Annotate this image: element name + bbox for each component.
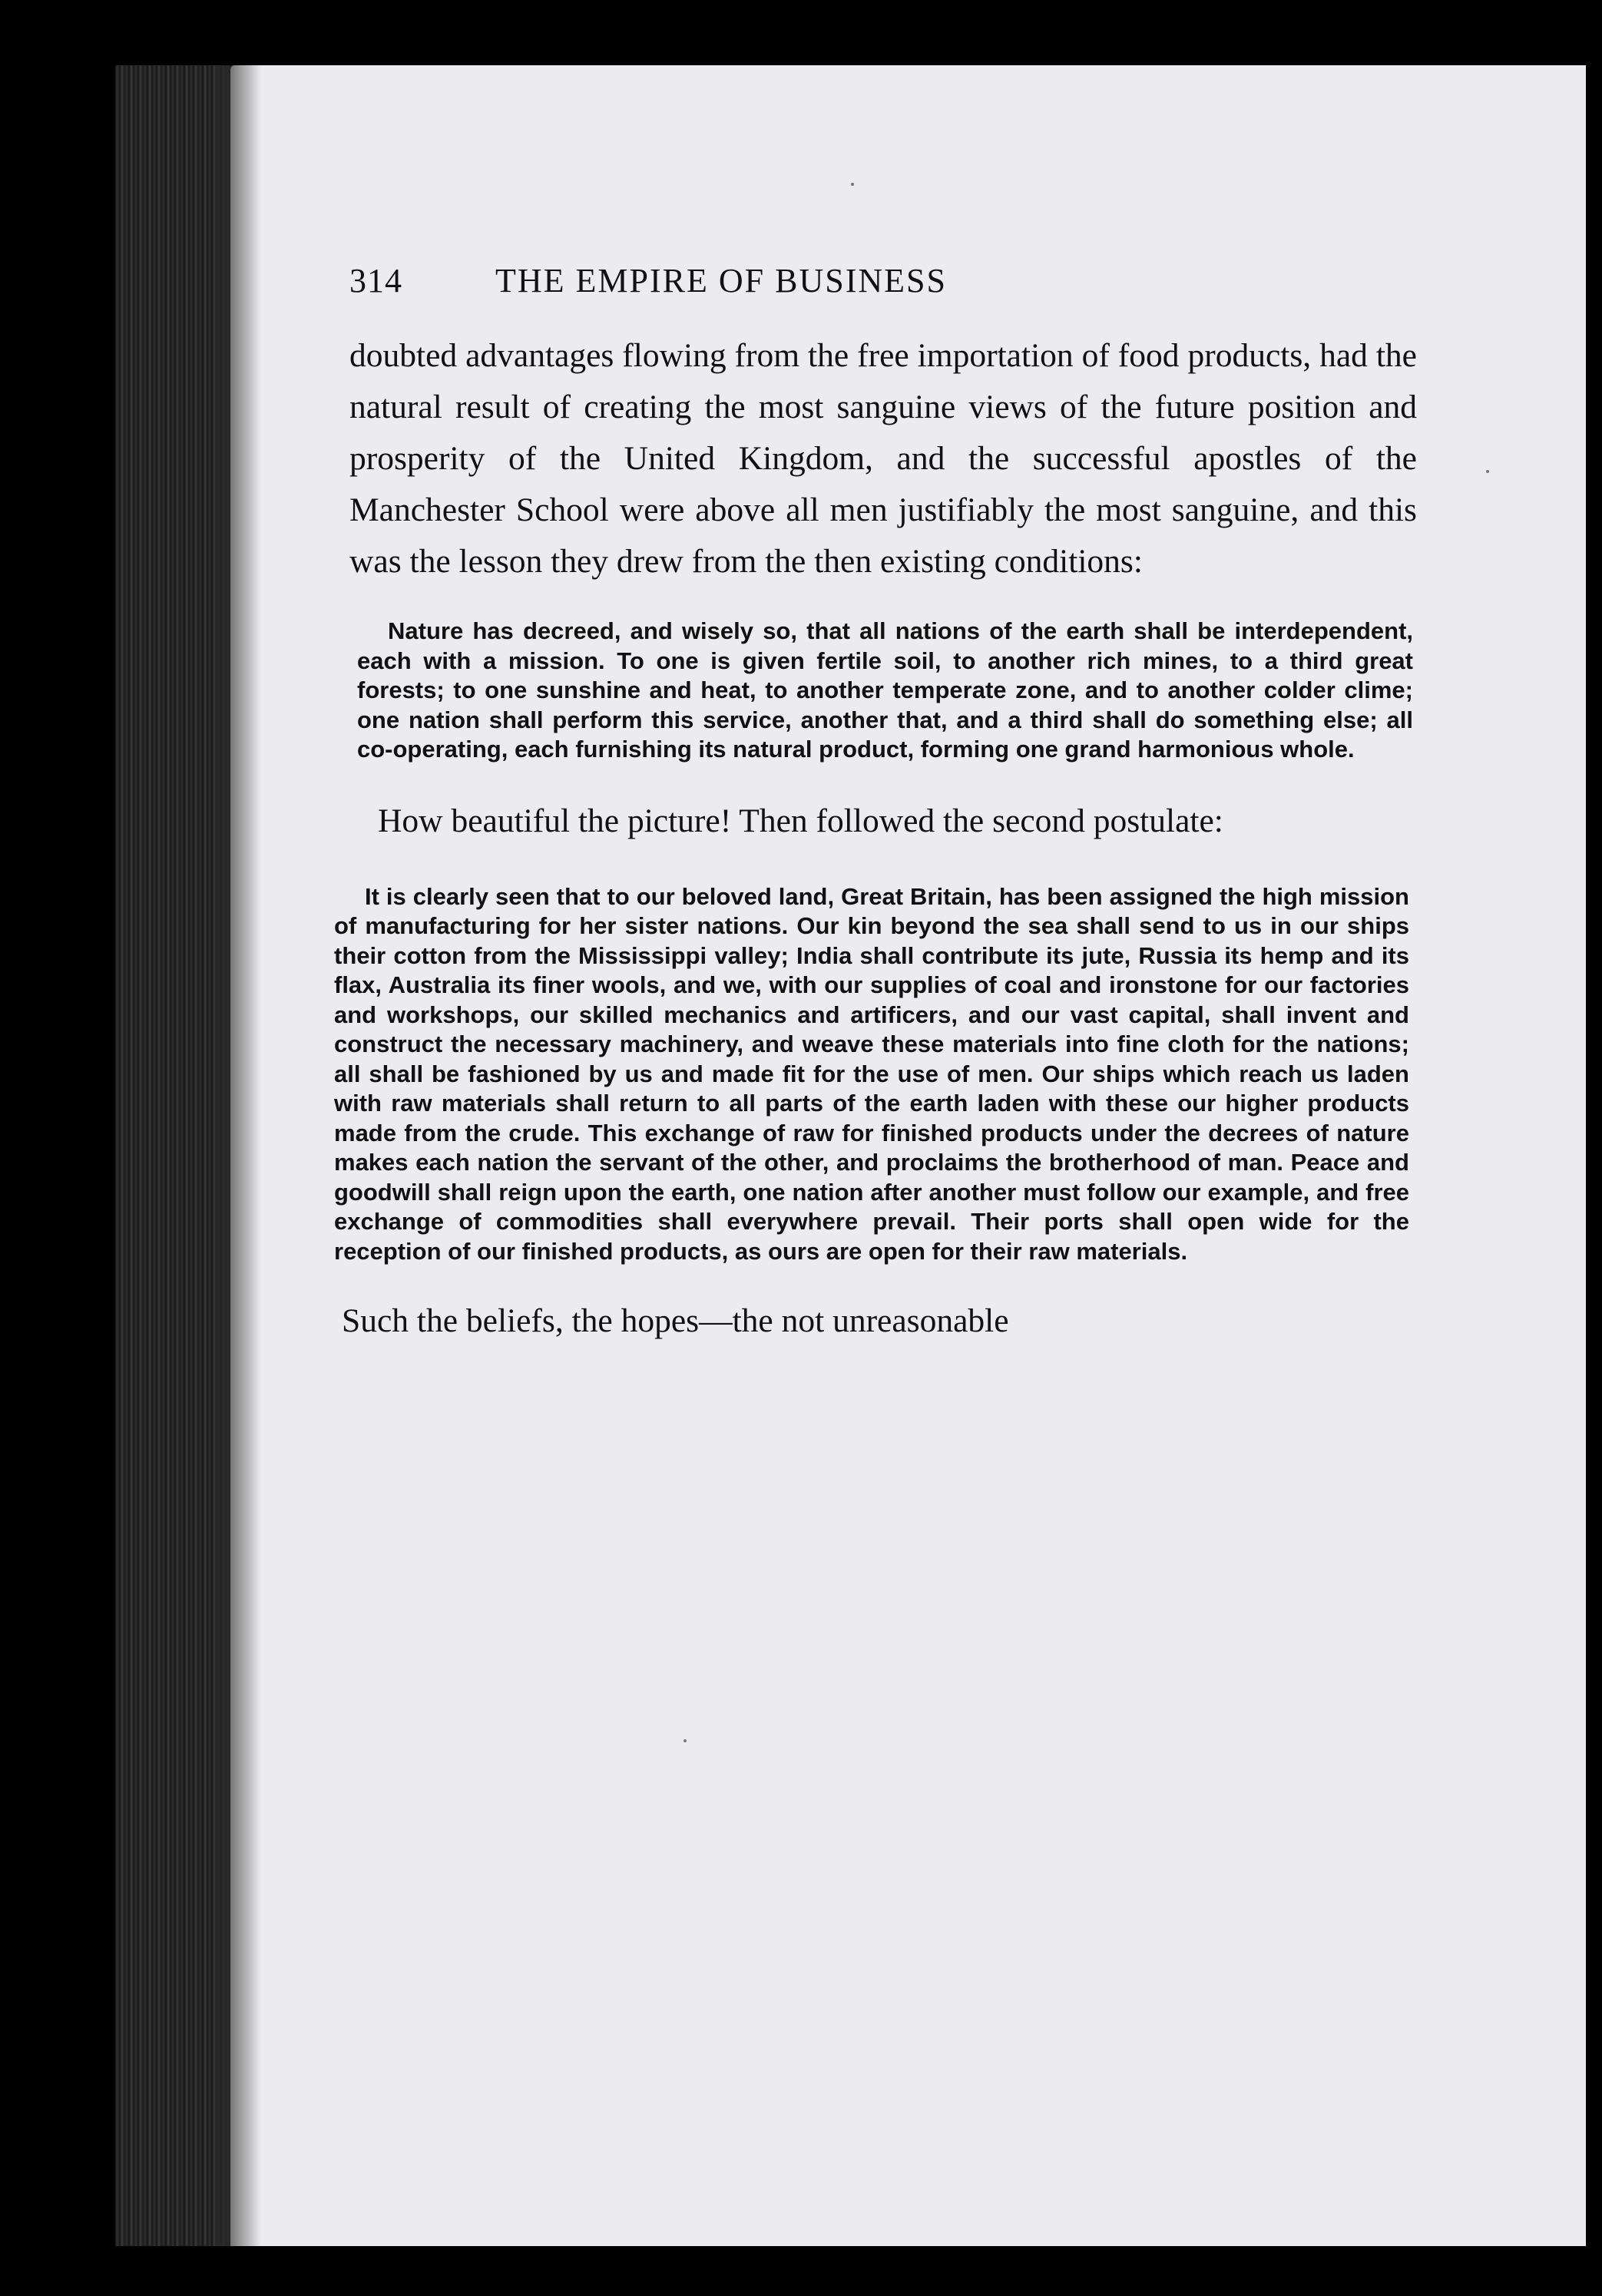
speck [1486,470,1489,473]
running-title: THE EMPIRE OF BUSINESS [495,262,947,299]
page-content [334,261,1425,1347]
paragraph-1: doubted advantages flowing from the free importation of food products, had the natural result of creating the most sanguine views of the future position and prosperity of the United Kingdom, and the successful apostles of the Manchester School were above all men justifiably the most sanguine, and this was the lesson they drew from the then existing conditions: [349,337,1417,580]
speck [683,1739,687,1742]
running-head [349,261,1425,315]
paragraph-2: How beautiful the picture! Then followed the second postulate: [378,802,1223,839]
gutter-shadow [215,65,261,2246]
block-quote-1: Nature has decreed, and wisely so, that all nations of the earth shall be interdependent, each with a mission. To one is given fertile soil, to another rich mines, to a third great forests; to one sunshine and heat, to another temperate zone, and to another colder clime; one nation shall perform this service, another that, and a third shall do something else; all co-operating, each furnishing its natural product, forming one grand harmonious whole. [357,617,1413,763]
page-number: 314 [349,262,402,299]
paragraph-3: Such the beliefs, the hopes—the not unreasonable [342,1302,1009,1339]
speck [851,183,854,186]
block-quote-2: It is clearly seen that to our beloved land, Great Britain, has been assigned the high mission of manufacturing for her sister nations. Our kin beyond the sea shall send to us in our ships their cotton from the Mississippi valley; India shall contribute its jute, Russia its hemp and its flax, Australia its finer wools, and we, with our supplies of coal and ironstone for our factories and workshops, our skilled mechanics and artificers, and our vast capital, shall invent and construct the necessary machinery, and weave these materials into fine cloth for the nations; all shall be fashioned by us and made fit for the use of men. Our ships which reach us laden with raw materials shall return to all parts of the earth laden with these our higher products made from the crude. This exchange of raw for finished products under the decrees of nature makes each nation the servant of the other, and proclaims the brotherhood of man. Peace and goodwill shall reign upon the earth, one nation after another must follow our example, and free exchange of commodities shall everywhere prevail. Their ports shall open wide for the reception of our finished products, as ours are open for their raw materials. [334,882,1409,1265]
